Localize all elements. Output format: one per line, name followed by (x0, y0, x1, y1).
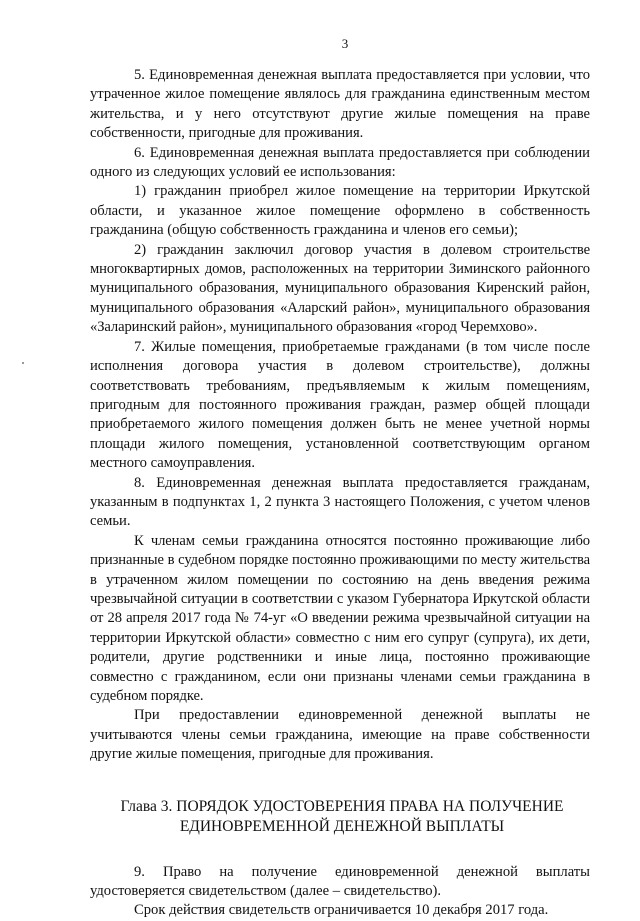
page-number: 3 (341, 36, 349, 51)
paragraph-7: 7. Жилые помещения, приобретаемые гражданами (в том числе после исполнения договора участия в долевом строительстве), должны соответствовать требованиям, предъявляемым к жилым помещениям, пригодным для постоянного проживания граждан, размер общей площади приобретаемого жилого помещения должен быть не менее учетной нормы площади жилого помещения, установленной соответствующим органом местного самоуправления. (90, 338, 590, 472)
paragraph-family-members: К членам семьи гражданина относятся постоянно проживающие либо признанные в судебном порядке постоянно проживающими по месту жительства в утраченном жилом помещении по состоянию на день введения режима чрезвычайной ситуации в соответствии с указом Губернатора Иркутской области от 28 апреля 2017 года № 74-уг «О введении режима чрезвычайной ситуации на территории Иркутской области» совместно с ним его супруг (супруга), их дети, родители, другие родственники и иные лица, постоянно проживающие совместно с гражданином, если они признаны членами семьи гражданина в судебном порядке. (90, 532, 590, 704)
paragraph-6-item-2: 2) гражданин заключил договор участия в долевом строительстве многоквартирных домов, расположенных на территории Зиминского районного муниципального образования, муниципального образования Киренский район, муниципального образования «Аларский район», муниципального образования «Заларинский район», муниципального образования «город Черемхово». (90, 241, 590, 336)
paragraph-6-item-1: 1) гражданин приобрел жилое помещение на территории Иркутской области, и указанное жилое помещение оформлено в собственность гражданина (общую собственность гражданина и членов его семьи); (90, 183, 590, 239)
paragraph-5: 5. Единовременная денежная выплата предоставляется при условии, что утраченное жилое помещение являлось для гражданина единственным местом жительства, и у него отсутствуют другие жилые помещения на праве собственности, пригодные для проживания. (90, 67, 590, 142)
chapter-heading-line-1: Глава 3. ПОРЯДОК УДОСТОВЕРЕНИЯ ПРАВА НА ПОЛУЧЕНИЕ (120, 797, 564, 815)
chapter-heading-line-2: ЕДИНОВРЕМЕННОЙ ДЕНЕЖНОЙ ВЫПЛАТЫ (179, 817, 505, 835)
paragraph-validity: Срок действия свидетельств ограничивается 10 декабря 2017 года. (134, 902, 549, 919)
paragraph-8: 8. Единовременная денежная выплата предоставляется гражданам, указанным в подпунктах 1, 2 пункта 3 настоящего Положения, с учетом членов семьи. (90, 474, 590, 530)
paragraph-9: 9. Право на получение единовременной денежной выплаты удостоверяется свидетельством (далее – свидетельство). (90, 863, 590, 900)
margin-mark (22, 362, 24, 364)
paragraph-exclusion: При предоставлении единовременной денежной выплаты не учитываются члены семьи гражданина, имеющие на праве собственности другие жилые помещения, пригодные для проживания. (90, 707, 590, 763)
paragraph-6: 6. Единовременная денежная выплата предоставляется при соблюдении одного из следующих условий ее использования: (90, 144, 590, 181)
chapter-heading (90, 797, 590, 837)
